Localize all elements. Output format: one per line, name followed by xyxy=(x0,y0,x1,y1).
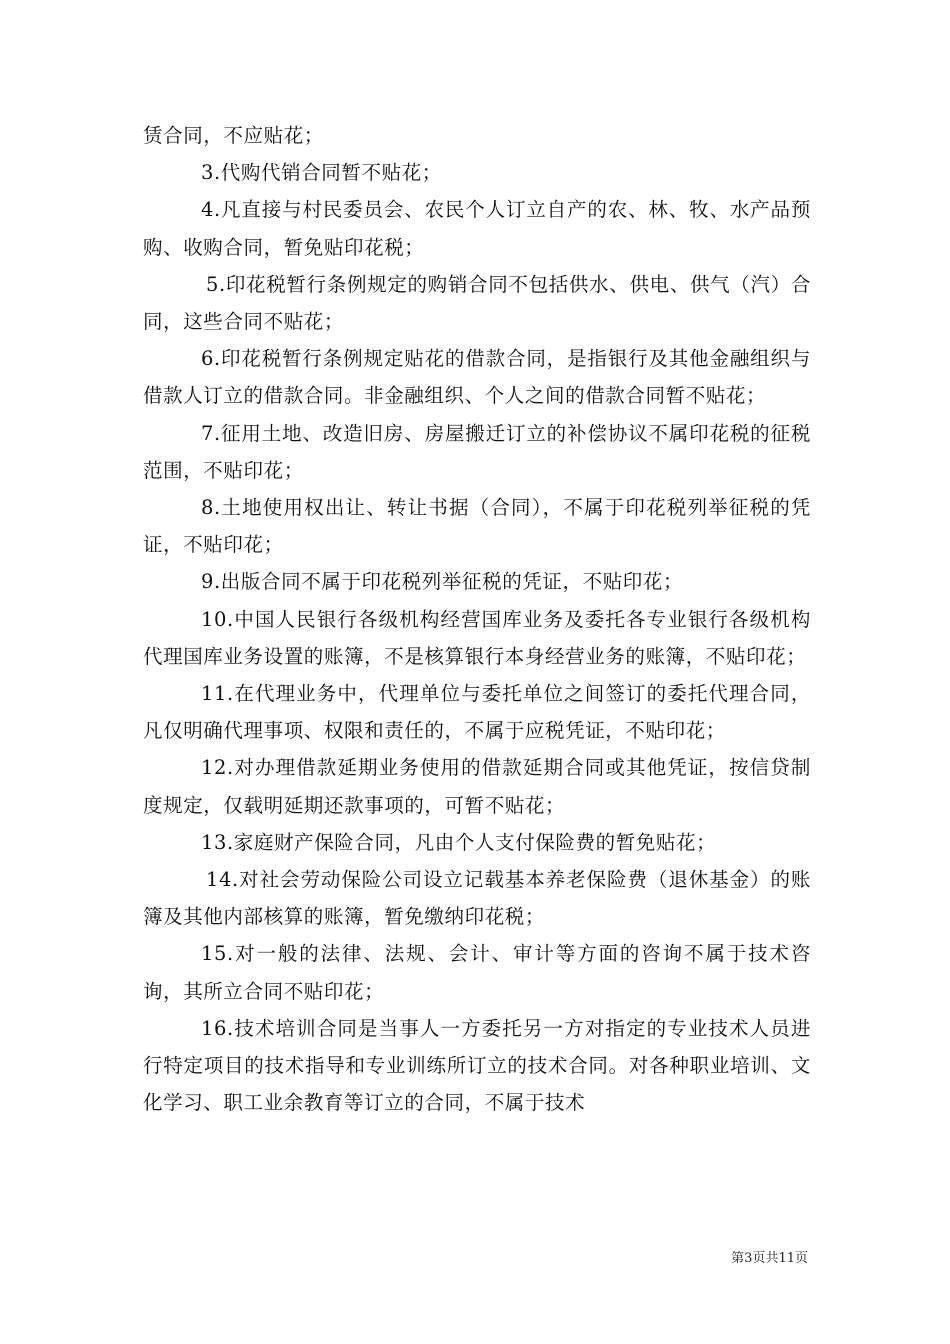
paragraph-item-5: 5.印花税暂行条例规定的购销合同不包括供水、供电、供气（汽）合同，这些合同不贴花； xyxy=(143,272,811,334)
paragraph-continuation: 赁合同，不应贴花； xyxy=(143,124,324,147)
paragraph-item-10: 10.中国人民银行各级机构经营国库业务及委托各专业银行各级机构代理国库业务设置的账簿，不是核算银行本身经营业务的账簿，不贴印花； xyxy=(143,607,811,668)
paragraph-item-7: 7.征用土地、改造旧房、房屋搬迁订立的补偿协议不属印花税的征税范围，不贴印花； xyxy=(143,421,811,482)
paragraph-item-15: 15.对一般的法律、法规、会计、审计等方面的咨询不属于技术咨询，其所立合同不贴印花； xyxy=(143,942,811,1003)
paragraph-item-13: 13.家庭财产保险合同，凡由个人支付保险费的暂免贴花； xyxy=(201,830,717,854)
paragraph-item-4: 4.凡直接与村民委员会、农民个人订立自产的农、林、牧、水产品预购、收购合同，暂免贴印花税； xyxy=(143,198,811,259)
paragraph-item-3: 3.代购代销合同暂不贴花； xyxy=(201,161,442,185)
paragraph-item-11: 11.在代理业务中，代理单位与委托单位之间签订的委托代理合同，凡仅明确代理事项、权限和责任的，不属于应税凭证，不贴印花； xyxy=(143,682,811,743)
paragraph-item-16: 16.技术培训合同是当事人一方委托另一方对指定的专业技术人员进行特定项目的技术指导和专业训练所订立的技术合同。对各种职业培训、文化学习、职工业余教育等订立的合同，不属于技术 xyxy=(143,1016,811,1115)
paragraph-item-9: 9.出版合同不属于印花税列举征税的凭证，不贴印花； xyxy=(201,570,684,594)
paragraph-item-14: 14.对社会劳动保险公司设立记载基本养老保险费（退休基金）的账簿及其他内部核算的账簿，暂免缴纳印花税； xyxy=(143,868,811,929)
document-body xyxy=(143,117,811,1121)
page-number-footer: 第3页共11页 xyxy=(731,1251,808,1266)
paragraph-item-12: 12.对办理借款延期业务使用的借款延期合同或其他凭证，按信贷制度规定，仅载明延期还款事项的，可暂不贴花； xyxy=(143,756,811,817)
paragraph-item-6: 6.印花税暂行条例规定贴花的借款合同，是指银行及其他金融组织与借款人订立的借款合同。非金融组织、个人之间的借款合同暂不贴花； xyxy=(143,347,811,408)
paragraph-item-8: 8.土地使用权出让、转让书据（合同），不属于印花税列举征税的凭证，不贴印花； xyxy=(143,496,811,557)
